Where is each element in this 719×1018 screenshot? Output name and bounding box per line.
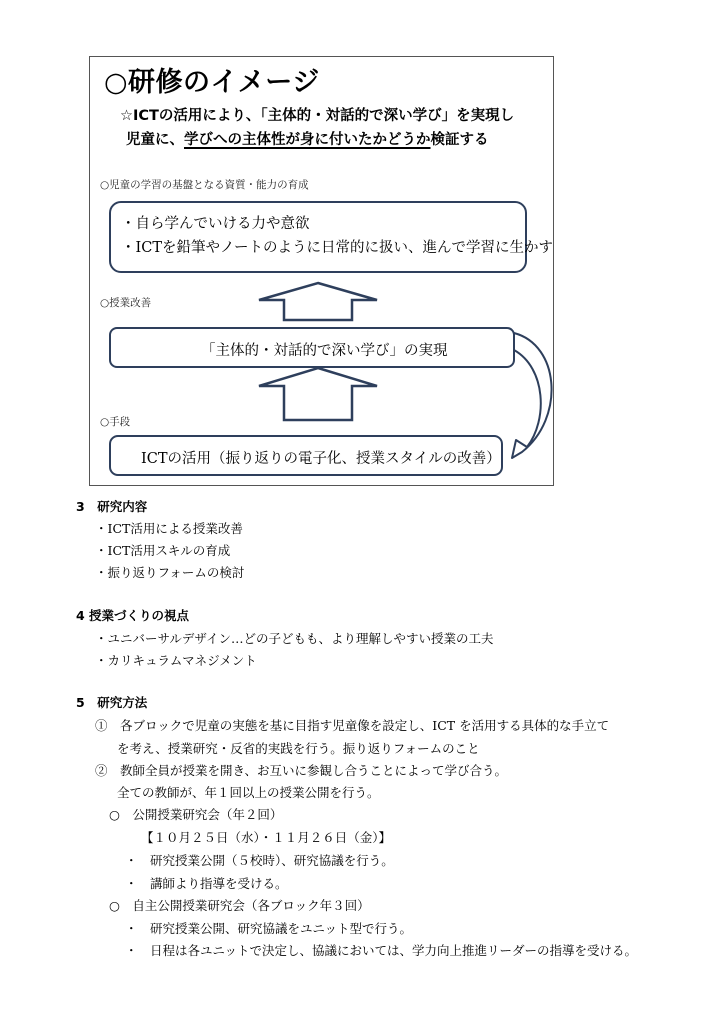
section4-item: ・ユニバーサルデザイン…どの子どもも、より理解しやすい授業の工夫	[95, 631, 494, 646]
up-arrow-upper	[259, 283, 377, 320]
ability-line-2: ・ICTを鉛筆やノートのように日常的に扱い、進んで学習に生かす	[121, 240, 554, 256]
section5-line: ・ 研究授業公開、研究協議をユニット型で行う。	[125, 921, 413, 936]
figure-title: ○研修のイメージ	[104, 67, 320, 98]
means-text: ICTの活用（振り返りの電子化、授業スタイルの改善）	[141, 451, 501, 467]
section4-item: ・カリキュラムマネジメント	[95, 653, 257, 668]
section5-line: を考え、授業研究・反省的実践を行う。振り返りフォームのこと	[117, 741, 480, 756]
section5-line: ○ 自主公開授業研究会（各ブロック年３回）	[109, 898, 370, 913]
section5-line: ② 教師全員が授業を開き、お互いに参観し合うことによって学び合う。	[95, 763, 508, 778]
subtitle-underlined: 学びへの主体性が身に付いたかどうか	[184, 132, 431, 148]
reform-box	[109, 327, 515, 368]
section5-line: ・ 日程は各ユニットで決定し、協議においては、学力向上推進リーダーの指導を受ける。	[125, 943, 638, 958]
subtitle-suffix: 検証する	[430, 132, 489, 148]
section3-item: ・ICT活用による授業改善	[95, 521, 243, 536]
subtitle-prefix: 児童に、	[126, 132, 184, 148]
section3-item: ・ICT活用スキルの育成	[95, 543, 231, 558]
section3-heading: 3 研究内容	[76, 499, 148, 514]
curved-arrow	[512, 333, 552, 458]
section5-line: ・ 講師より指導を受ける。	[125, 876, 288, 891]
up-arrow-lower	[259, 368, 377, 420]
ability-line-1: ・自ら学んでいける力や意欲	[121, 216, 310, 232]
label-reform: ○授業改善	[100, 297, 152, 309]
label-ability: ○児童の学習の基盤となる資質・能力の育成	[100, 179, 309, 191]
reform-text: 「主体的・対話的で深い学び」の実現	[201, 343, 448, 359]
section5-line: 【１０月２５日（水）・１１月２６日（金）】	[141, 830, 392, 845]
figure-subtitle-line1: ☆ICTの活用により、「主体的・対話的で深い学び」を実現し	[120, 108, 515, 124]
section5-line: 全ての教師が、年１回以上の授業公開を行う。	[117, 785, 380, 800]
section5-heading: 5 研究方法	[76, 695, 148, 710]
means-box	[109, 435, 503, 476]
section5-line: ○ 公開授業研究会（年２回）	[109, 807, 283, 822]
section4-heading: 4 授業づくりの視点	[76, 608, 190, 623]
label-means: ○手段	[100, 416, 131, 428]
section5-line: ① 各ブロックで児童の実態を基に目指す児童像を設定し、ICT を活用する具体的な手立て	[95, 718, 610, 733]
section3-item: ・振り返りフォームの検討	[95, 565, 245, 580]
section5-line: ・ 研究授業公開（５校時）、研究協議を行う。	[125, 853, 394, 868]
